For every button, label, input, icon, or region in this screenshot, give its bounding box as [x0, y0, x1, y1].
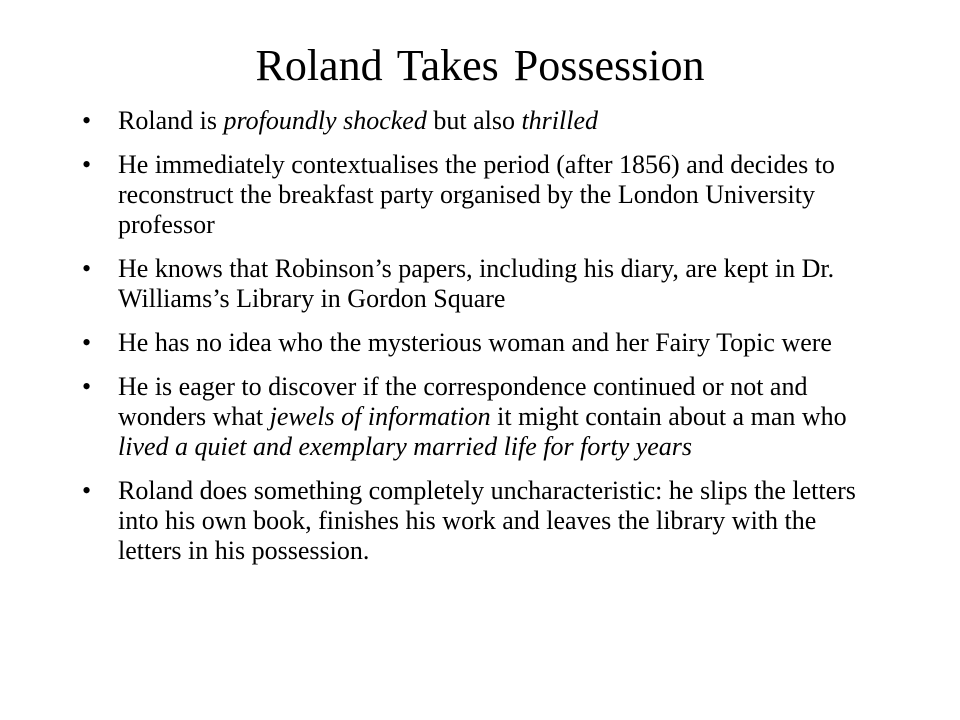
bullet-text-segment: Roland does something completely uncharacteristic: he slips the letters into his own book, finishes his work and leaves the library with the letters in his possession. — [118, 476, 856, 565]
bullet-text-emphasis: profoundly shocked — [223, 106, 427, 135]
bullet-text — [118, 476, 878, 566]
bullet-item — [78, 372, 878, 462]
bullet-item — [78, 476, 878, 566]
bullet-text — [118, 328, 878, 358]
slide-title: Roland Takes Possession — [255, 41, 705, 90]
bullet-marker: • — [82, 106, 92, 135]
bullet-text-segment: but also — [426, 106, 522, 135]
bullet-text-segment: Roland is — [118, 106, 224, 135]
bullet-item — [78, 328, 878, 358]
bullet-text — [118, 150, 878, 240]
bullet-text-segment: He immediately contextualises the period (after 1856) and decides to reconstruct the breakfast party organised by the London University professor — [118, 150, 835, 239]
bullet-item — [78, 106, 878, 136]
bullet-marker: • — [82, 150, 92, 179]
bullet-text-segment: it might contain about a man who — [490, 402, 847, 431]
bullet-marker: • — [82, 372, 92, 401]
bullet-item — [78, 254, 878, 314]
bullet-text — [118, 372, 878, 462]
bullet-text-emphasis: thrilled — [521, 106, 599, 135]
bullet-marker: • — [82, 328, 92, 357]
bullet-text-emphasis: lived a quiet and exemplary married life for forty years — [118, 432, 693, 461]
bullet-marker: • — [82, 254, 92, 283]
bullet-text-segment: He is eager to discover if the correspondence continued or not and wonders what — [118, 372, 808, 431]
bullet-item — [78, 150, 878, 240]
bullet-text — [118, 254, 878, 314]
bullet-text-segment: He knows that Robinson’s papers, including his diary, are kept in Dr. Williams’s Library in Gordon Square — [118, 254, 835, 313]
bullet-marker: • — [82, 476, 92, 505]
bullet-text-emphasis: jewels of information — [269, 402, 491, 431]
bullet-text-segment: He has no idea who the mysterious woman and her Fairy Topic were — [118, 328, 832, 357]
bullet-list — [78, 106, 878, 580]
bullet-text — [118, 106, 878, 136]
